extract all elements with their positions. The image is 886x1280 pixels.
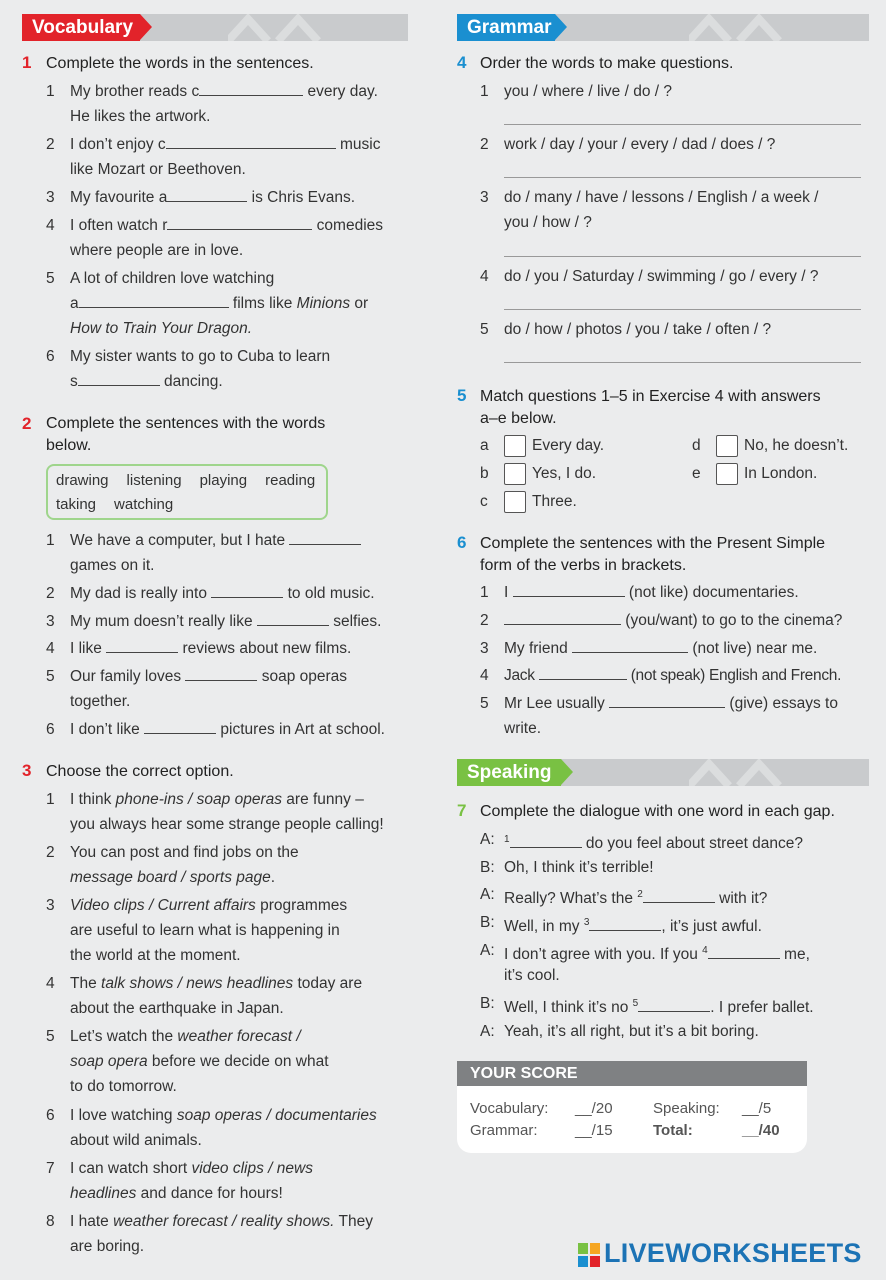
exercise-title: Order the words to make questions. (480, 55, 734, 72)
speaking-score-value[interactable]: __/5 (742, 1100, 772, 1117)
speaking-score-label: Speaking: (653, 1100, 720, 1117)
answer-box[interactable] (504, 491, 526, 513)
answer-line[interactable] (504, 309, 861, 310)
vocabulary-title: Vocabulary (32, 17, 134, 38)
answer-gap[interactable] (510, 834, 582, 848)
grammar-score-label: Grammar: (470, 1122, 538, 1139)
vocab-score-value[interactable]: __/20 (575, 1100, 613, 1117)
answer-gap[interactable] (589, 917, 661, 931)
answer-box[interactable] (504, 435, 526, 457)
exercise-title: Complete the words in the sentences. (46, 55, 314, 72)
word: watching (114, 496, 174, 513)
answer-gap[interactable] (185, 667, 257, 681)
answer-line[interactable] (504, 124, 861, 125)
option-choice[interactable]: phone-ins / soap operas (115, 791, 282, 808)
vocabulary-header (22, 14, 408, 41)
option-choice[interactable]: video clips / news (191, 1160, 313, 1177)
answer-gap[interactable] (539, 666, 627, 680)
header-decoration (689, 759, 809, 786)
word: listening (126, 472, 182, 489)
letter-gap[interactable] (199, 82, 303, 96)
liveworksheets-logo: LIVEWORKSHEETS (604, 1238, 862, 1268)
answer-gap[interactable] (513, 583, 625, 597)
answer-gap[interactable] (504, 611, 621, 625)
option-choice[interactable]: soap opera (70, 1053, 148, 1070)
word-box (46, 464, 328, 520)
answer-line[interactable] (504, 256, 861, 257)
word: taking (56, 496, 97, 513)
exercise-number: 2 (22, 414, 32, 433)
answer-box[interactable] (504, 463, 526, 485)
exercise-title-cont: form of the verbs in brackets. (480, 557, 687, 574)
answer-gap[interactable] (257, 612, 329, 626)
answer-gap[interactable] (572, 639, 688, 653)
answer-box[interactable] (716, 463, 738, 485)
header-decoration (689, 14, 809, 41)
grammar-tab (457, 14, 555, 41)
answer-line[interactable] (504, 362, 861, 363)
option-choice[interactable]: weather forecast / (177, 1028, 301, 1045)
vocabulary-tab (22, 14, 140, 41)
exercise-title: Choose the correct option. (46, 763, 234, 780)
grammar-header (457, 14, 869, 41)
exercise-number: 1 (22, 53, 32, 72)
exercise-number: 5 (457, 386, 467, 405)
exercise-title: Complete the sentences with the Present Simple (480, 535, 826, 552)
exercise-title: Complete the sentences with the words (46, 415, 326, 432)
word: reading (265, 472, 316, 489)
exercise-number: 3 (22, 761, 32, 780)
answer-gap[interactable] (144, 720, 216, 734)
exercise-number: 6 (457, 533, 467, 552)
speaking-title: Speaking (467, 762, 552, 783)
option-choice[interactable]: Video clips / Current affairs (70, 897, 256, 914)
letter-gap[interactable] (167, 188, 247, 202)
score-box (457, 1061, 807, 1153)
answer-gap[interactable] (708, 945, 780, 959)
exercise-title-cont: a–e below. (480, 410, 557, 427)
answer-gap[interactable] (609, 694, 725, 708)
answer-gap[interactable] (289, 531, 361, 545)
letter-gap[interactable] (166, 135, 336, 149)
exercise-number: 7 (457, 801, 467, 820)
answer-box[interactable] (716, 435, 738, 457)
exercise-title: Match questions 1–5 in Exercise 4 with answers (480, 388, 821, 405)
option-choice[interactable]: message board / sports page (70, 869, 271, 886)
score-title: YOUR SCORE (457, 1061, 807, 1086)
vocab-score-label: Vocabulary: (470, 1100, 549, 1117)
option-choice[interactable]: talk shows / news headlines (101, 975, 294, 992)
total-score-label: Total: (653, 1122, 693, 1139)
answer-gap[interactable] (211, 584, 283, 598)
letter-gap[interactable] (78, 372, 160, 386)
word: playing (199, 472, 248, 489)
letter-gap[interactable] (79, 294, 229, 308)
letter-gap[interactable] (167, 216, 312, 230)
speaking-header (457, 759, 869, 786)
option-choice[interactable]: headlines (70, 1185, 137, 1202)
answer-gap[interactable] (106, 639, 178, 653)
speaking-tab (457, 759, 561, 786)
grammar-score-value[interactable]: __/15 (575, 1122, 613, 1139)
total-score-value[interactable]: __/40 (742, 1122, 780, 1139)
exercise-title: Complete the dialogue with one word in each gap. (480, 803, 835, 820)
header-decoration (228, 14, 348, 41)
liveworksheets-logo-icon (578, 1243, 600, 1267)
answer-gap[interactable] (638, 998, 710, 1012)
grammar-title: Grammar (467, 17, 552, 38)
exercise-title-cont: below. (46, 437, 92, 454)
option-choice[interactable]: weather forecast / reality shows. (113, 1213, 335, 1230)
word: drawing (56, 472, 109, 489)
exercise-number: 4 (457, 53, 467, 72)
option-choice[interactable]: soap operas / documentaries (176, 1107, 377, 1124)
answer-line[interactable] (504, 177, 861, 178)
answer-gap[interactable] (643, 889, 715, 903)
